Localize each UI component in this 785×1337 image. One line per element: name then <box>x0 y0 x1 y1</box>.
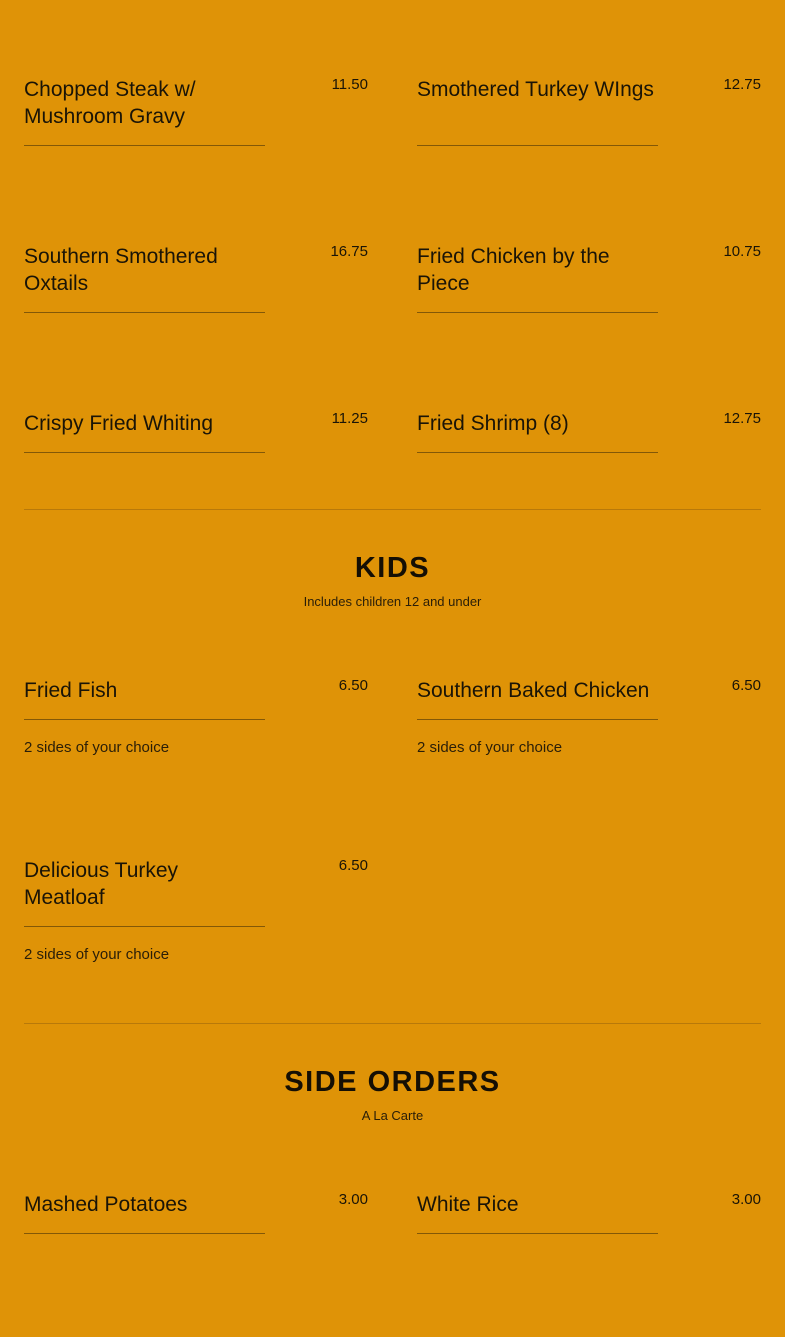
item-divider <box>417 1233 658 1234</box>
item-name: Smothered Turkey WIngs <box>417 78 654 101</box>
item-divider <box>417 719 658 720</box>
item-name: Southern Baked Chicken <box>417 679 650 702</box>
section-subtitle-sides: A La Carte <box>361 1108 424 1123</box>
item-price: 10.75 <box>723 243 761 260</box>
item-divider <box>24 1233 265 1234</box>
section-title-sides: SIDE ORDERS <box>284 1066 501 1098</box>
item-description: 2 sides of your choice <box>24 739 170 756</box>
item-price: 12.75 <box>723 76 761 93</box>
item-name: Fried Shrimp (8) <box>417 412 569 435</box>
item-price: 16.75 <box>330 243 368 260</box>
item-divider <box>417 312 658 313</box>
item-name: Chopped Steak w/ Mushroom Gravy <box>24 78 196 128</box>
item-price: 3.00 <box>338 1191 368 1208</box>
item-price: 6.50 <box>731 677 761 694</box>
item-divider <box>24 452 265 453</box>
item-price: 11.50 <box>331 76 368 93</box>
item-description: 2 sides of your choice <box>24 946 170 963</box>
section-divider <box>24 1023 761 1024</box>
item-price: 6.50 <box>338 677 368 694</box>
item-name: White Rice <box>417 1193 519 1216</box>
item-divider <box>24 926 265 927</box>
item-name: Fried Chicken by the Piece <box>417 245 610 295</box>
item-name: Delicious Turkey Meatloaf <box>24 859 179 909</box>
item-name: Southern Smothered Oxtails <box>24 245 218 295</box>
section-divider <box>24 509 761 510</box>
item-name: Mashed Potatoes <box>24 1193 188 1216</box>
item-price: 12.75 <box>723 410 761 427</box>
item-price: 6.50 <box>338 857 368 874</box>
item-price: 3.00 <box>731 1191 761 1208</box>
item-divider <box>24 719 265 720</box>
item-divider <box>24 312 265 313</box>
item-divider <box>417 145 658 146</box>
item-name: Crispy Fried Whiting <box>24 412 214 435</box>
section-subtitle-kids: Includes children 12 and under <box>303 594 482 609</box>
item-price: 11.25 <box>331 410 368 427</box>
section-title-kids: KIDS <box>354 552 431 584</box>
item-name: Fried Fish <box>24 679 118 702</box>
item-divider <box>24 145 265 146</box>
item-description: 2 sides of your choice <box>417 739 563 756</box>
item-divider <box>417 452 658 453</box>
